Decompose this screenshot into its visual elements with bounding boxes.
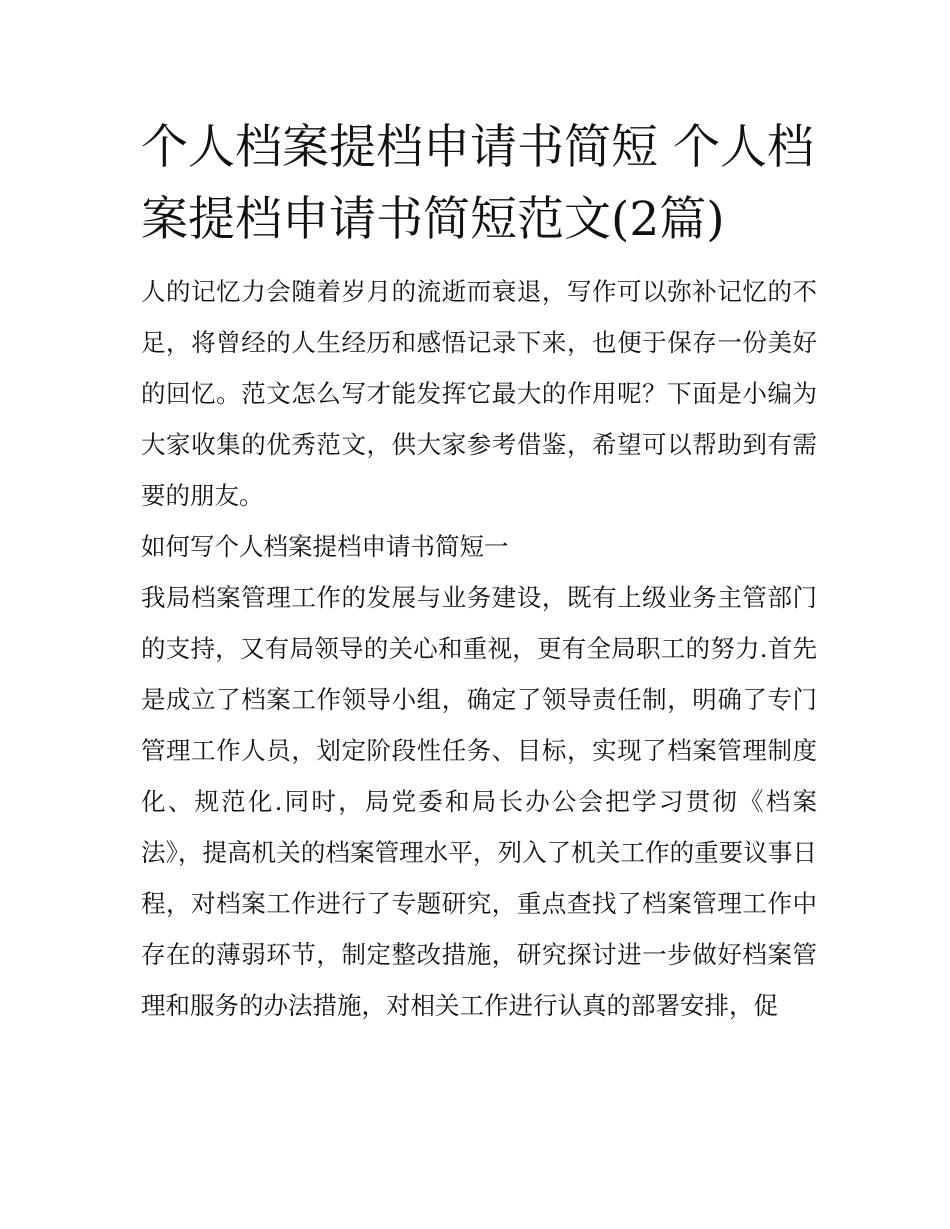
body-paragraph: 我局档案管理工作的发展与业务建设，既有上级业务主管部门的支持，又有局领导的关心和重视，更有全局职工的努力.首先是成立了档案工作领导小组，确定了领导责任制，明确了专门管理工作人员，划定阶段性任务、目标，实现了档案管理制度化、规范化.同时，局党委和局长办公会把学习贯彻《档案法》，提高机关的档案管理水平，列入了机关工作的重要议事日程，对档案工作进行了专题研究，重点查找了档案管理工作中存在的薄弱环节，制定整改措施，研究探讨进一步做好档案管理和服务的办法措施，对相关工作进行认真的部署安排，促 xyxy=(141,583,817,1020)
intro-paragraph: 人的记忆力会随着岁月的流逝而衰退，写作可以弥补记忆的不足，将曾经的人生经历和感悟记录下来，也便于保存一份美好的回忆。范文怎么写才能发挥它最大的作用呢？下面是小编为大家收集的优秀范文，供大家参考借鉴，希望可以帮助到有需要的朋友。 xyxy=(141,277,817,510)
document-title: 个人档案提档申请书简短 个人档案提档申请书简短范文(2篇) xyxy=(141,120,814,247)
document-page xyxy=(141,112,817,1031)
section-heading: 如何写个人档案提档申请书简短一 xyxy=(141,532,509,561)
